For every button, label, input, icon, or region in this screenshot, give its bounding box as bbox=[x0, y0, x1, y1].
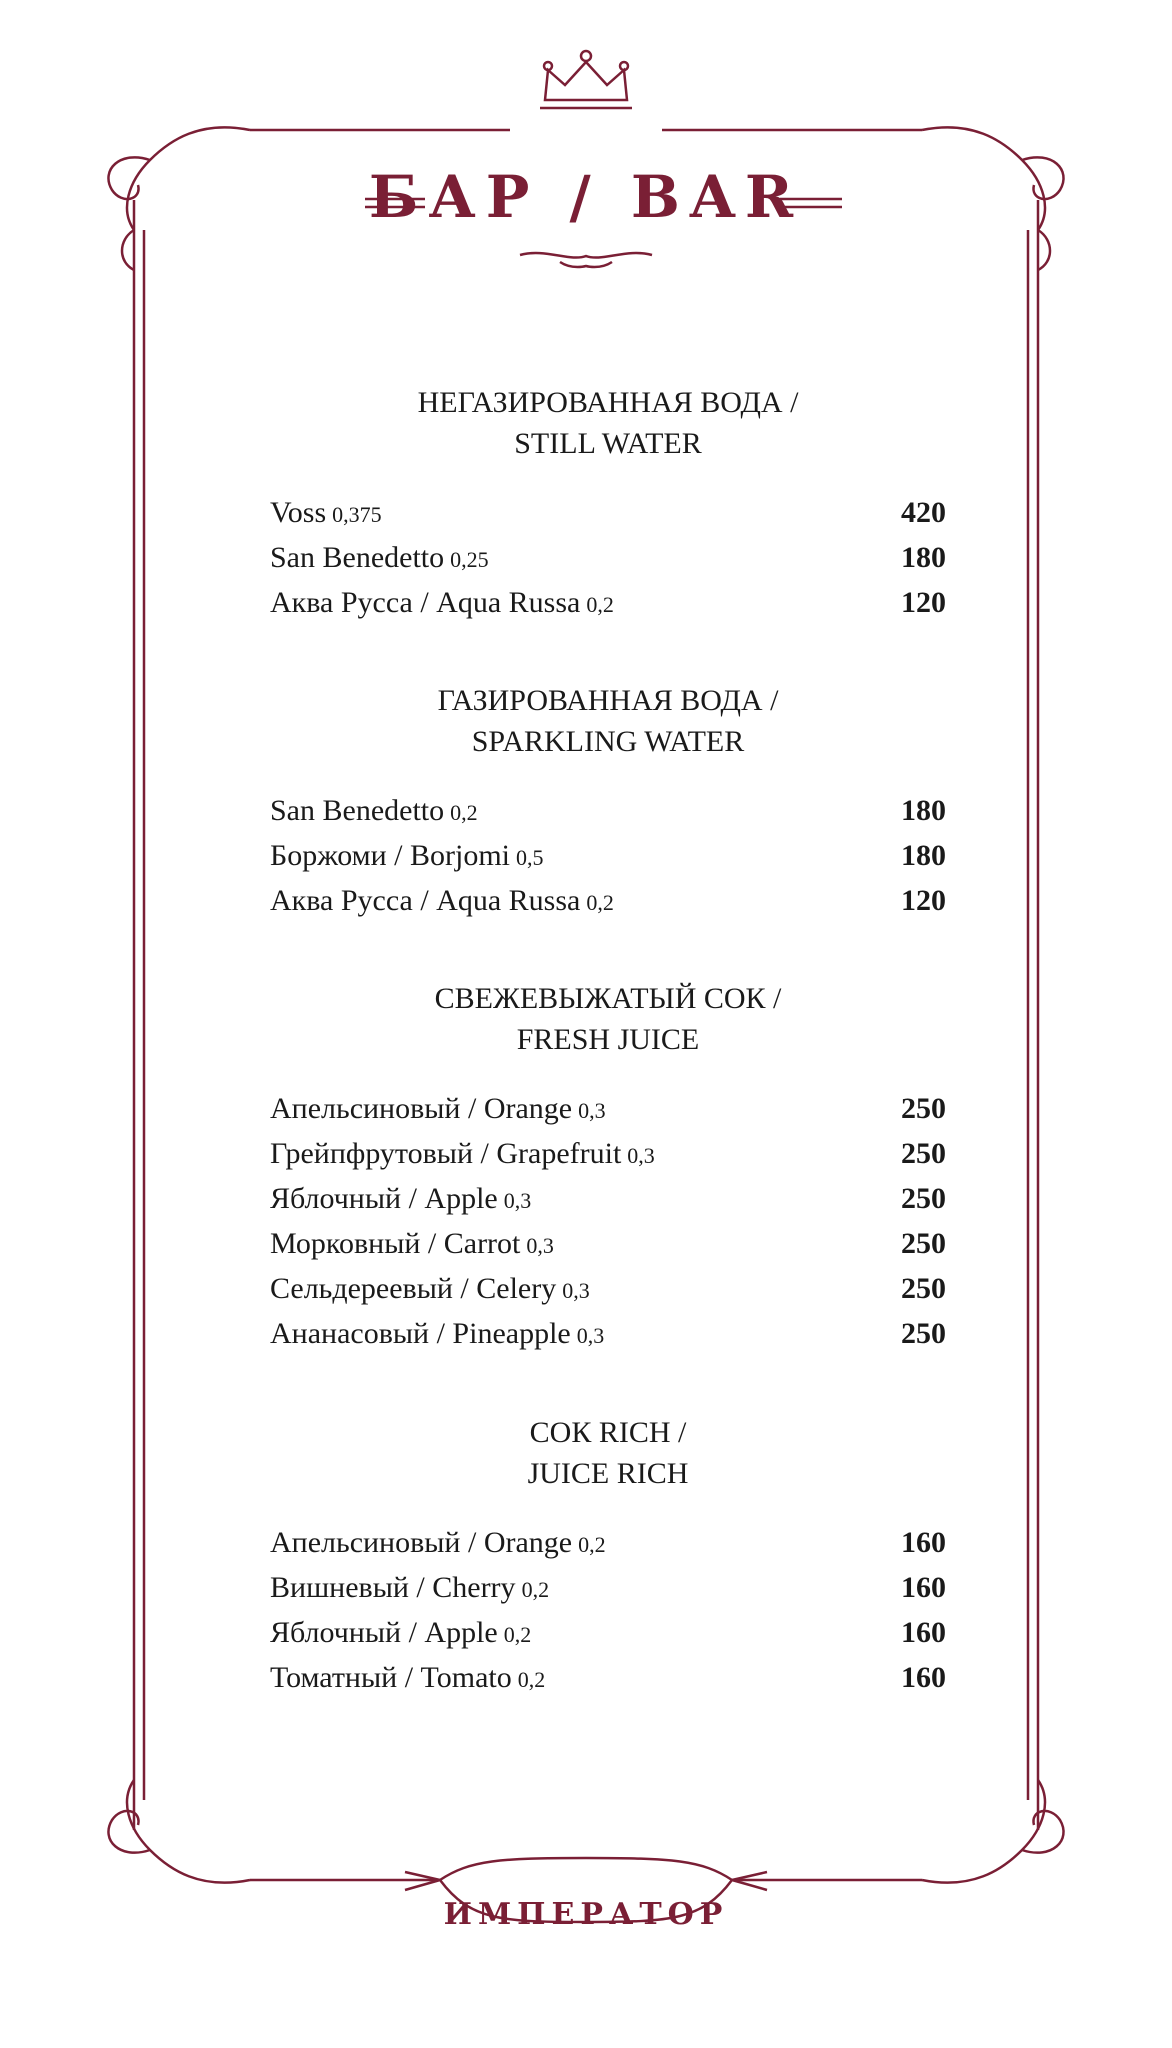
section-fresh-juice bbox=[270, 978, 946, 1356]
item-name: Аква Русса / Aqua Russa bbox=[270, 884, 581, 917]
item-price: 160 bbox=[901, 1526, 946, 1559]
section-sparkling-water bbox=[270, 680, 946, 923]
item-volume: 0,2 bbox=[521, 1577, 550, 1602]
item-name: Вишневый / Cherry bbox=[270, 1571, 516, 1604]
section-title-ru: СВЕЖЕВЫЖАТЫЙ СОК / bbox=[434, 982, 782, 1015]
page-title: БАР / BAR bbox=[368, 163, 804, 231]
item-price: 420 bbox=[901, 496, 946, 529]
section-juice-rich bbox=[270, 1412, 946, 1700]
menu-item bbox=[270, 1086, 946, 1131]
item-price: 250 bbox=[901, 1272, 946, 1305]
item-name: Грейпфрутовый / Grapefruit bbox=[270, 1137, 622, 1170]
section-title bbox=[270, 1412, 946, 1494]
item-price: 250 bbox=[901, 1092, 946, 1125]
menu-item bbox=[270, 833, 946, 878]
item-volume: 0,2 bbox=[517, 1667, 546, 1692]
item-price: 180 bbox=[901, 839, 946, 872]
item-name: Voss bbox=[270, 496, 327, 529]
menu-item bbox=[270, 1655, 946, 1700]
menu-item bbox=[270, 1565, 946, 1610]
menu-item bbox=[270, 1176, 946, 1221]
item-name: San Benedetto bbox=[270, 541, 445, 574]
section-title bbox=[270, 680, 946, 762]
section-title-en: JUICE RICH bbox=[527, 1457, 689, 1490]
item-name: Ананасовый / Pineapple bbox=[270, 1317, 571, 1350]
item-price: 160 bbox=[901, 1571, 946, 1604]
menu-item bbox=[270, 1311, 946, 1356]
section-title-en: SPARKLING WATER bbox=[471, 725, 745, 758]
item-volume: 0,5 bbox=[516, 845, 544, 870]
item-name: Боржоми / Borjomi bbox=[270, 839, 511, 872]
menu-item bbox=[270, 1131, 946, 1176]
section-still-water bbox=[270, 382, 946, 625]
item-volume: 0,25 bbox=[450, 547, 489, 572]
menu-item bbox=[270, 535, 946, 580]
item-volume: 0,3 bbox=[576, 1323, 605, 1348]
item-volume: 0,2 bbox=[586, 592, 614, 617]
section-title-ru: СОК RICH / bbox=[529, 1416, 687, 1449]
menu-item bbox=[270, 1520, 946, 1565]
menu-item bbox=[270, 490, 946, 535]
section-title-ru: ГАЗИРОВАННАЯ ВОДА / bbox=[437, 684, 779, 717]
item-price: 180 bbox=[901, 541, 946, 574]
menu-item bbox=[270, 1610, 946, 1655]
section-title bbox=[270, 978, 946, 1060]
item-volume: 0,375 bbox=[332, 502, 382, 527]
menu-item bbox=[270, 580, 946, 625]
menu-item bbox=[270, 1266, 946, 1311]
item-price: 250 bbox=[901, 1182, 946, 1215]
menu-item bbox=[270, 788, 946, 833]
item-name: Апельсиновый / Orange bbox=[270, 1526, 573, 1559]
item-name: San Benedetto bbox=[270, 794, 445, 827]
section-title-ru: НЕГАЗИРОВАННАЯ ВОДА / bbox=[417, 386, 799, 419]
item-price: 120 bbox=[901, 586, 946, 619]
item-name: Яблочный / Apple bbox=[270, 1616, 498, 1649]
item-price: 120 bbox=[901, 884, 946, 917]
item-price: 160 bbox=[901, 1616, 946, 1649]
item-volume: 0,2 bbox=[578, 1532, 606, 1557]
item-volume: 0,3 bbox=[503, 1188, 532, 1213]
item-volume: 0,3 bbox=[578, 1098, 606, 1123]
item-name: Сельдереевый / Celery bbox=[270, 1272, 557, 1305]
item-volume: 0,3 bbox=[526, 1233, 554, 1258]
brand-logo-text: ИМПЕРАТОР bbox=[443, 1897, 729, 1932]
section-title bbox=[270, 382, 946, 464]
item-price: 250 bbox=[901, 1137, 946, 1170]
menu-item bbox=[270, 878, 946, 923]
item-volume: 0,3 bbox=[627, 1143, 655, 1168]
item-volume: 0,2 bbox=[450, 800, 478, 825]
item-volume: 0,2 bbox=[586, 890, 614, 915]
item-volume: 0,3 bbox=[562, 1278, 590, 1303]
item-price: 180 bbox=[901, 794, 946, 827]
item-name: Томатный / Tomato bbox=[270, 1661, 512, 1694]
item-price: 250 bbox=[901, 1227, 946, 1260]
item-price: 250 bbox=[901, 1317, 946, 1350]
item-price: 160 bbox=[901, 1661, 946, 1694]
menu-item bbox=[270, 1221, 946, 1266]
item-name: Аква Русса / Aqua Russa bbox=[270, 586, 581, 619]
item-name: Апельсиновый / Orange bbox=[270, 1092, 573, 1125]
item-name: Яблочный / Apple bbox=[270, 1182, 498, 1215]
item-name: Морковный / Carrot bbox=[270, 1227, 521, 1260]
section-title-en: STILL WATER bbox=[514, 427, 702, 460]
item-volume: 0,2 bbox=[503, 1622, 532, 1647]
section-title-en: FRESH JUICE bbox=[516, 1023, 700, 1056]
